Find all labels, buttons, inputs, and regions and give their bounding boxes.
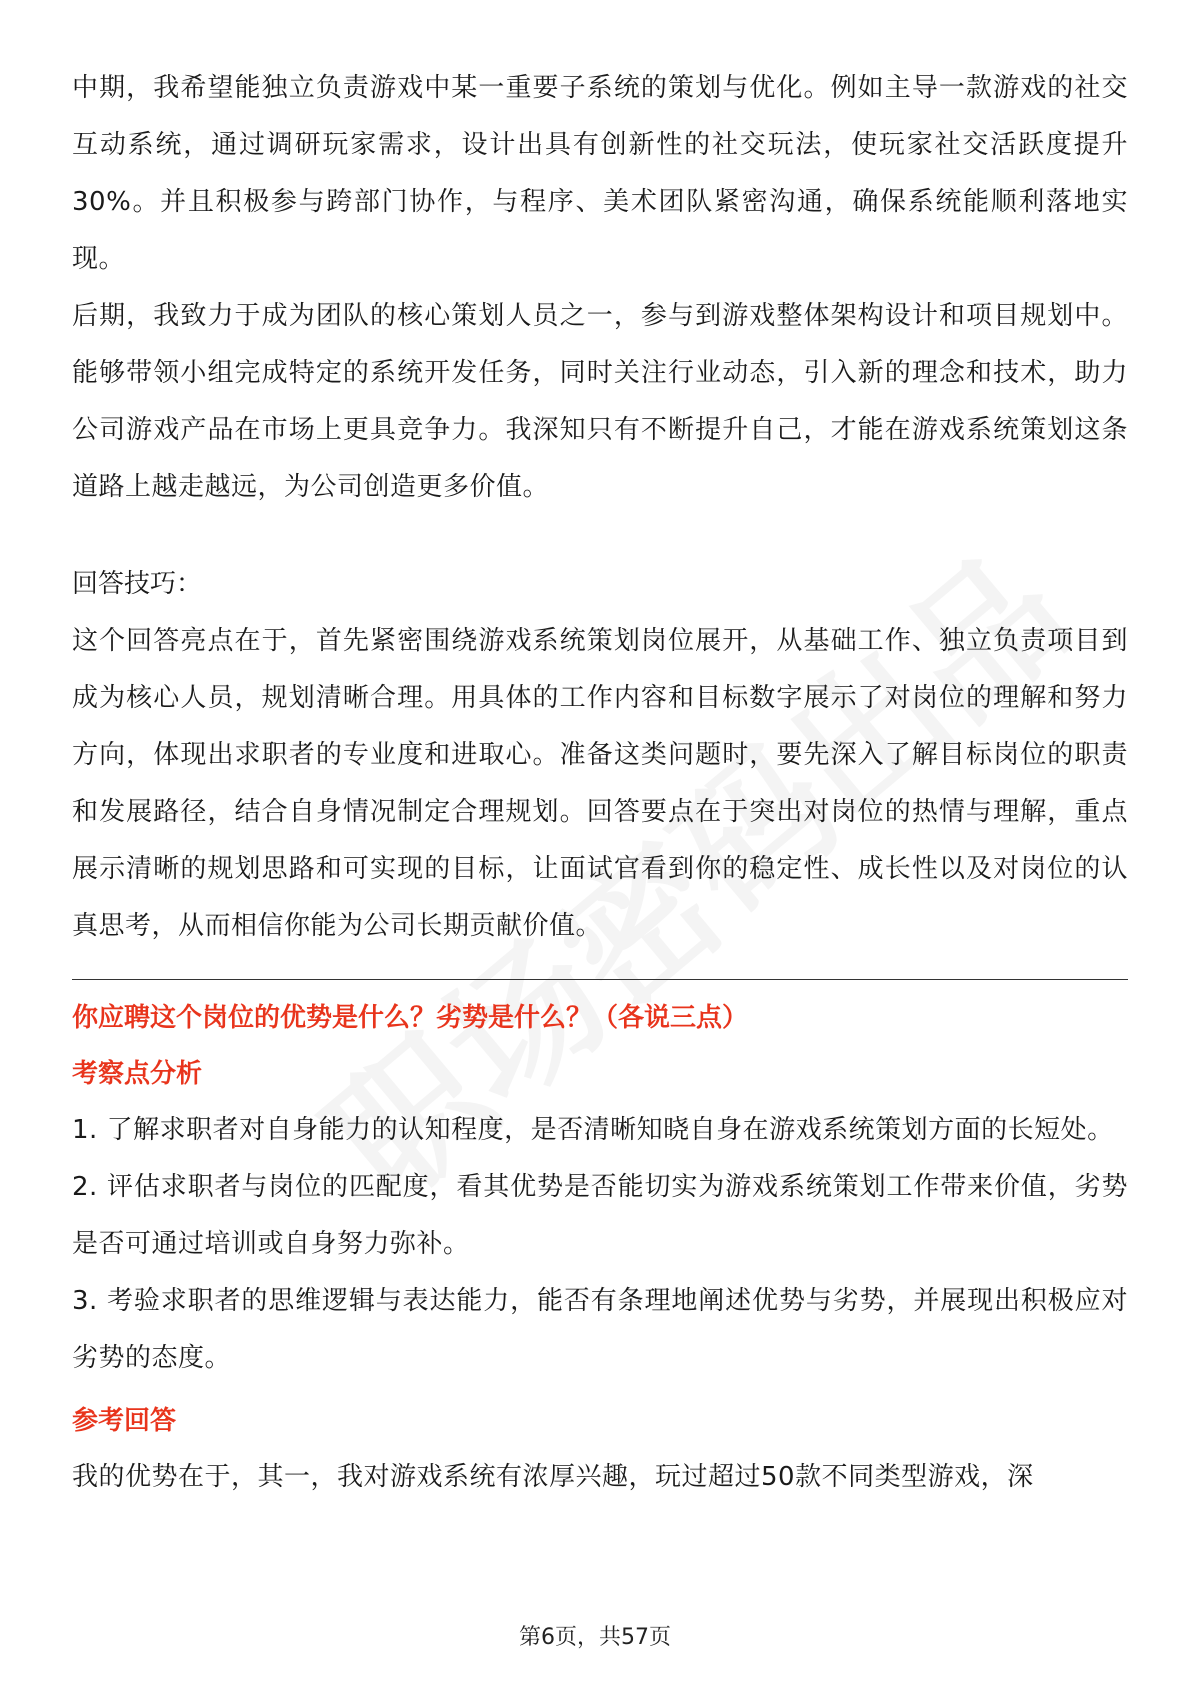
- document-page: [72, 60, 1128, 1506]
- answer-body: 我的优势在于，其一，我对游戏系统有浓厚兴趣，玩过超过50款不同类型游戏，深: [72, 1462, 1034, 1492]
- paragraph-longterm: 后期，我致力于成为团队的核心策划人员之一，参与到游戏整体架构设计和项目规划中。能够带领小组完成特定的系统开发任务，同时关注行业动态，引入新的理念和技术，助力公司游戏产品在市场上更具竞争力。我深知只有不断提升自己，才能在游戏系统策划这条道路上越走越远，为公司创造更多价值。: [72, 301, 1128, 502]
- paragraph-midterm: 中期，我希望能独立负责游戏中某一重要子系统的策划与优化。例如主导一款游戏的社交互动系统，通过调研玩家需求，设计出具有创新性的社交玩法，使玩家社交活跃度提升30%。并且积极参与跨部门协作，与程序、美术团队紧密沟通，确保系统能顺利落地实现。: [72, 73, 1128, 274]
- page-number: 第6页，共57页: [519, 1625, 671, 1650]
- analysis-item: 3. 考验求职者的思维逻辑与表达能力，能否有条理地阐述优势与劣势，并展现出积极应对劣势的态度。: [72, 1286, 1128, 1373]
- analysis-item: 1. 了解求职者对自身能力的认知程度，是否清晰知晓自身在游戏系统策划方面的长短处。: [72, 1115, 1114, 1145]
- answer-heading: 参考回答: [72, 1406, 177, 1436]
- tips-body: 这个回答亮点在于，首先紧密围绕游戏系统策划岗位展开，从基础工作、独立负责项目到成为核心人员，规划清晰合理。用具体的工作内容和目标数字展示了对岗位的理解和努力方向，体现出求职者的专业度和进取心。准备这类问题时，要先深入了解目标岗位的职责和发展路径，结合自身情况制定合理规划。回答要点在于突出对岗位的热情与理解，重点展示清晰的规划思路和可实现的目标，让面试官看到你的稳定性、成长性以及对岗位的认真思考，从而相信你能为公司长期贡献价值。: [72, 626, 1128, 941]
- analysis-item: 2. 评估求职者与岗位的匹配度，看其优势是否能切实为游戏系统策划工作带来价值，劣势是否可通过培训或自身努力弥补。: [72, 1172, 1128, 1259]
- analysis-heading: 考察点分析: [72, 1059, 203, 1089]
- section-divider: [72, 979, 1128, 980]
- question-title: 你应聘这个岗位的优势是什么？劣势是什么？（各说三点）: [72, 1003, 749, 1033]
- spacer: [72, 516, 1128, 556]
- tips-label: 回答技巧：: [72, 569, 203, 599]
